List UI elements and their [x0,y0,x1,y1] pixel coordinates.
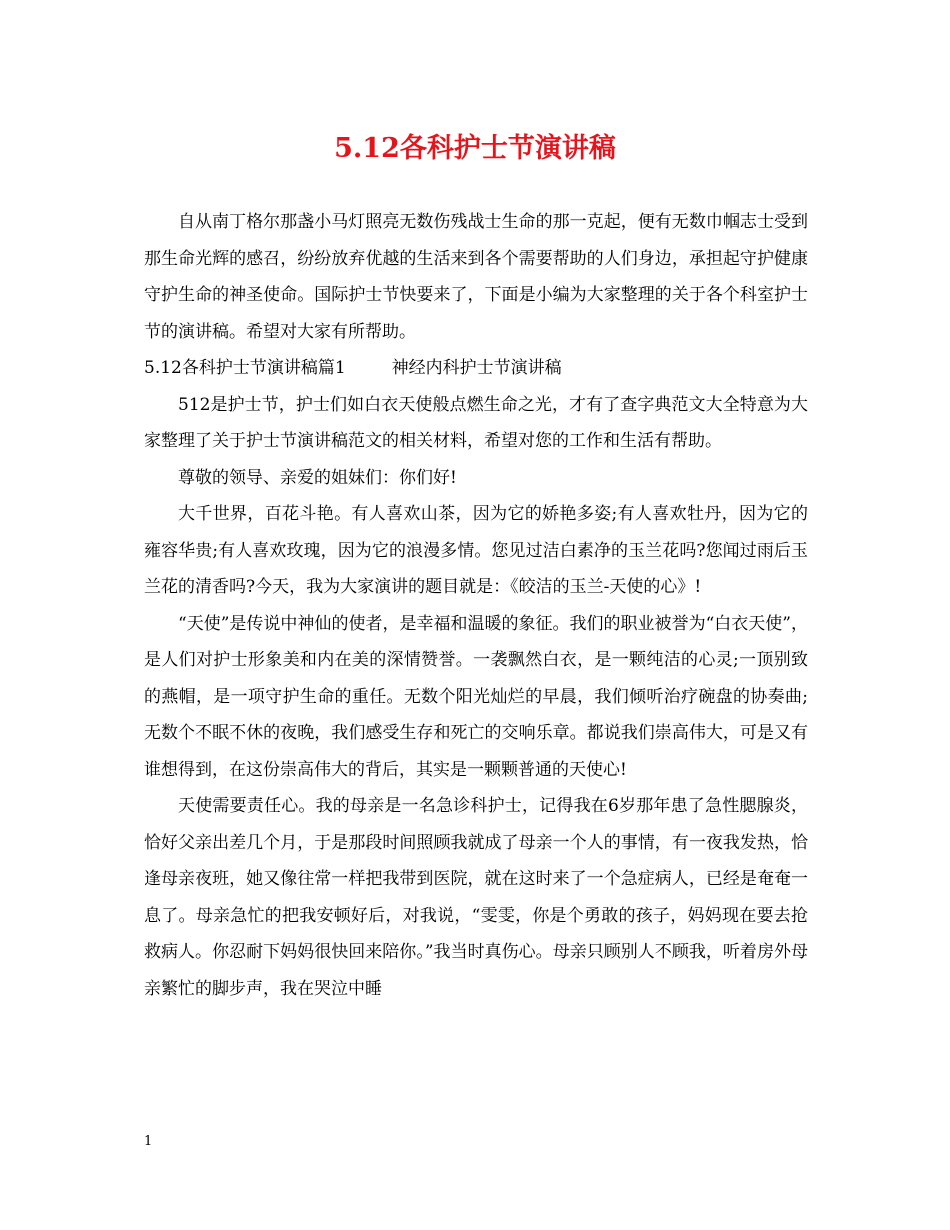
intro-paragraph: 自从南丁格尔那盏小马灯照亮无数伤残战士生命的那一克起，便有无数巾帼志士受到那生命光辉的感召，纷纷放弃优越的生活来到各个需要帮助的人们身边，承担起守护健康守护生命的神圣使命。国际护士节快要来了，下面是小编为大家整理的关于各个科室护士节的演讲稿。希望对大家有所帮助。 [144,212,808,342]
body-paragraph: “天使”是传说中神仙的使者，是幸福和温暖的象征。我们的职业被誉为“白衣天使”，是人们对护士形象美和内在美的深情赞誉。一袭飘然白衣，是一颗纯洁的心灵;一顶别致的燕帽，是一项守护生命的重任。无数个阳光灿烂的早晨，我们倾听治疗碗盘的协奏曲;无数个不眠不休的夜晚，我们感受生存和死亡的交响乐章。都说我们崇高伟大，可是又有谁想得到，在这份崇高伟大的背后，其实是一颗颗普通的天使心! [144,613,808,780]
body-paragraph: 大千世界，百花斗艳。有人喜欢山茶，因为它的娇艳多姿;有人喜欢牡丹，因为它的雍容华贵;有人喜欢玫瑰，因为它的浪漫多情。您见过洁白素净的玉兰花吗?您闻过雨后玉兰花的清香吗?今天，我为大家演讲的题目就是：《皎洁的玉兰-天使的心》! [144,504,808,597]
greeting-paragraph: 尊敬的领导、亲爱的姐妹们：你们好! [178,467,457,488]
body-paragraph: 512是护士节，护士们如白衣天使般点燃生命之光，才有了查字典范文大全特意为大家整理了关于护士节演讲稿范文的相关材料，希望对您的工作和生活有帮助。 [144,394,808,451]
document-body [144,204,808,1007]
document-title: 5.12各科护士节演讲稿 [334,133,616,164]
body-paragraph: 天使需要责任心。我的母亲是一名急诊科护士，记得我在6岁那年患了急性腮腺炎，恰好父亲出差几个月，于是那段时间照顾我就成了母亲一个人的事情，有一夜我发热，恰逢母亲夜班，她又像往常一样把我带到医院，就在这时来了一个急症病人，已经是奄奄一息了。母亲急忙的把我安顿好后，对我说，“雯雯，你是个勇敢的孩子，妈妈现在要去抢救病人。你忍耐下妈妈很快回来陪你。”我当时真伤心。母亲只顾别人不顾我，听着房外母亲繁忙的脚步声，我在哭泣中睡 [144,796,808,999]
page-number: 1 [144,1134,153,1149]
section-heading-name: 神经内科护士节演讲稿 [391,358,562,378]
section-heading-part: 5.12各科护士节演讲稿篇1 [144,358,346,378]
section-heading [144,350,808,387]
